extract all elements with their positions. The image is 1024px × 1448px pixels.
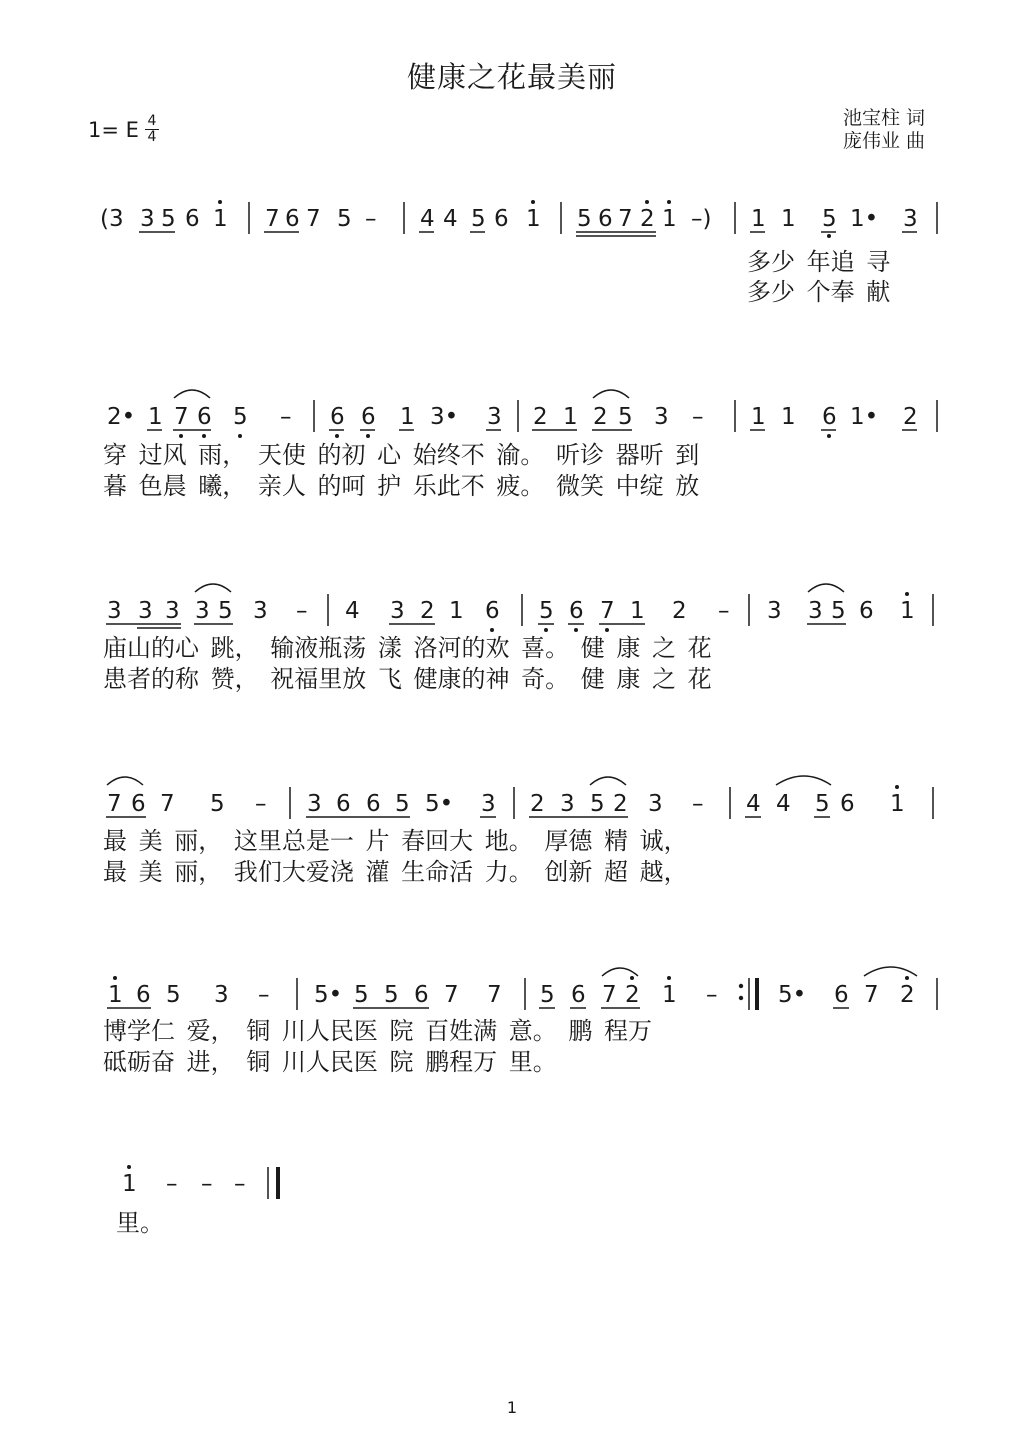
lyric-line: 里。 <box>116 1209 164 1237</box>
svg-text:5: 5 <box>471 206 486 232</box>
svg-text:7: 7 <box>600 598 615 624</box>
svg-text:4: 4 <box>345 598 360 624</box>
svg-text:3: 3 <box>107 598 122 624</box>
svg-text:5: 5 <box>166 982 181 1008</box>
lyric-line: 博学仁 爱， 铜 川人民医 院 百姓满 意。 鹏 程万 <box>103 1017 653 1045</box>
svg-text:6: 6 <box>840 791 855 817</box>
svg-text:1: 1 <box>122 1171 137 1197</box>
system-5-notation <box>0 974 1024 1014</box>
svg-text:5: 5 <box>618 404 633 430</box>
svg-text:–): –) <box>691 206 712 232</box>
lyric-line: 多少 个奉 献 <box>747 278 891 306</box>
svg-text:4: 4 <box>443 206 458 232</box>
svg-text:–: – <box>365 206 377 232</box>
system-6-notation <box>0 1163 1024 1203</box>
system-1-notation <box>0 198 1024 238</box>
system-2-notation <box>0 396 1024 436</box>
composer-credit: 庞伟业 曲 <box>843 130 926 152</box>
svg-text:1: 1 <box>781 206 796 232</box>
time-signature-bottom: 4 <box>147 129 157 145</box>
svg-text:1: 1 <box>751 404 766 430</box>
svg-text:–: – <box>258 982 270 1008</box>
svg-text:3: 3 <box>214 982 229 1008</box>
svg-text:2: 2 <box>672 598 687 624</box>
lyric-line: 多少 年追 寻 <box>747 248 891 276</box>
svg-text:3: 3 <box>253 598 268 624</box>
svg-text:1: 1 <box>400 404 415 430</box>
svg-text:5: 5 <box>539 598 554 624</box>
svg-text:–: – <box>255 791 267 817</box>
time-signature-top: 4 <box>147 113 157 129</box>
svg-text:5: 5 <box>384 982 399 1008</box>
svg-text:–: – <box>166 1171 178 1197</box>
svg-text:1: 1 <box>751 206 766 232</box>
svg-text:–: – <box>692 404 704 430</box>
lyric-line: 最 美 丽， 这里总是一 片 春回大 地。 厚德 精 诚， <box>103 827 688 855</box>
svg-text:1: 1 <box>890 791 905 817</box>
svg-text:6: 6 <box>834 982 849 1008</box>
svg-text:2: 2 <box>530 791 545 817</box>
svg-text:7: 7 <box>306 206 321 232</box>
lyric-line: 患者的称 赞， 祝福里放 飞 健康的神 奇。 健 康 之 花 <box>103 665 712 693</box>
svg-text:3: 3 <box>138 598 153 624</box>
svg-text:3: 3 <box>307 791 322 817</box>
svg-text:1: 1 <box>781 404 796 430</box>
svg-text:5•: 5• <box>314 982 343 1008</box>
svg-text:6: 6 <box>569 598 584 624</box>
svg-text:4: 4 <box>746 791 761 817</box>
svg-text:2: 2 <box>533 404 548 430</box>
svg-text:2: 2 <box>625 982 640 1008</box>
svg-text:–: – <box>718 598 730 624</box>
svg-text:7: 7 <box>265 206 280 232</box>
svg-text:5: 5 <box>822 206 837 232</box>
svg-text:7: 7 <box>618 206 633 232</box>
svg-text:6: 6 <box>494 206 509 232</box>
svg-text:2: 2 <box>640 206 655 232</box>
song-title: 健康之花最美丽 <box>406 60 617 94</box>
svg-text:7: 7 <box>174 404 189 430</box>
lyric-line: 穿 过风 雨， 天使 的初 心 始终不 渝。 听诊 器听 到 <box>103 441 700 469</box>
svg-text:5: 5 <box>540 982 555 1008</box>
svg-text:1: 1 <box>526 206 541 232</box>
svg-text:(3: (3 <box>100 206 124 232</box>
svg-text:1: 1 <box>900 598 915 624</box>
svg-text:7: 7 <box>602 982 617 1008</box>
svg-text:2: 2 <box>903 404 918 430</box>
svg-text:6: 6 <box>485 598 500 624</box>
svg-text:7: 7 <box>444 982 459 1008</box>
svg-text:6: 6 <box>571 982 586 1008</box>
svg-text:6: 6 <box>136 982 151 1008</box>
svg-text:5: 5 <box>831 598 846 624</box>
svg-text:5: 5 <box>354 982 369 1008</box>
svg-text:5: 5 <box>815 791 830 817</box>
lyric-line: 砥砺奋 进， 铜 川人民医 院 鹏程万 里。 <box>103 1048 557 1076</box>
system-4-notation <box>0 783 1024 823</box>
lyricist-credit: 池宝柱 词 <box>843 107 926 129</box>
svg-text:3: 3 <box>767 598 782 624</box>
svg-text:2: 2 <box>593 404 608 430</box>
svg-text:7: 7 <box>160 791 175 817</box>
svg-text:1•: 1• <box>850 404 879 430</box>
svg-text:1: 1 <box>563 404 578 430</box>
page-number: 1 <box>506 1398 518 1417</box>
svg-text:2: 2 <box>420 598 435 624</box>
svg-text:5: 5 <box>590 791 605 817</box>
svg-text:3: 3 <box>560 791 575 817</box>
svg-text:2•: 2• <box>107 404 136 430</box>
svg-text:6: 6 <box>185 206 200 232</box>
svg-text:5•: 5• <box>425 791 454 817</box>
system-3-verse-2 <box>0 664 1024 704</box>
svg-text:7: 7 <box>864 982 879 1008</box>
svg-text:2: 2 <box>613 791 628 817</box>
svg-text:7: 7 <box>487 982 502 1008</box>
svg-text:6: 6 <box>859 598 874 624</box>
time-signature <box>144 114 160 145</box>
svg-text:6: 6 <box>366 791 381 817</box>
svg-text:–: – <box>280 404 292 430</box>
svg-text:6: 6 <box>336 791 351 817</box>
lyric-line: 最 美 丽， 我们大爱浇 灌 生命活 力。 创新 超 越， <box>103 858 688 886</box>
svg-text:6: 6 <box>822 404 837 430</box>
svg-text:3: 3 <box>195 598 210 624</box>
system-5-verse-2 <box>0 1047 1024 1087</box>
system-6-verse-1 <box>0 1208 1024 1248</box>
svg-text:5•: 5• <box>778 982 807 1008</box>
lyric-line: 庙山的心 跳， 输液瓶荡 漾 洛河的欢 喜。 健 康 之 花 <box>103 634 712 662</box>
svg-text:3: 3 <box>808 598 823 624</box>
svg-text:1: 1 <box>662 206 677 232</box>
svg-text:1: 1 <box>449 598 464 624</box>
lyric-line: 暮 色晨 曦， 亲人 的呵 护 乐此不 疲。 微笑 中绽 放 <box>103 472 700 500</box>
svg-text:–: – <box>296 598 308 624</box>
key-signature: 1= E <box>88 118 139 142</box>
svg-text:6: 6 <box>197 404 212 430</box>
svg-text:–: – <box>692 791 704 817</box>
svg-text:1•: 1• <box>850 206 879 232</box>
svg-text:5: 5 <box>577 206 592 232</box>
svg-text:5: 5 <box>161 206 176 232</box>
svg-text:6: 6 <box>361 404 376 430</box>
svg-text:3: 3 <box>648 791 663 817</box>
svg-text:6: 6 <box>330 404 345 430</box>
system-4-verse-2 <box>0 857 1024 897</box>
svg-text:6: 6 <box>131 791 146 817</box>
svg-text:1: 1 <box>148 404 163 430</box>
svg-text:3: 3 <box>140 206 155 232</box>
svg-text:5: 5 <box>337 206 352 232</box>
svg-text:4: 4 <box>776 791 791 817</box>
svg-text:1: 1 <box>213 206 228 232</box>
svg-text:3: 3 <box>654 404 669 430</box>
system-2-verse-2 <box>0 471 1024 511</box>
svg-text:3: 3 <box>481 791 496 817</box>
svg-text:–: – <box>706 982 718 1008</box>
svg-text:5: 5 <box>210 791 225 817</box>
svg-text:4: 4 <box>420 206 435 232</box>
svg-text:3: 3 <box>390 598 405 624</box>
svg-text:3: 3 <box>903 206 918 232</box>
svg-text:5: 5 <box>395 791 410 817</box>
svg-text:–: – <box>234 1171 246 1197</box>
svg-text:3: 3 <box>165 598 180 624</box>
svg-text:6: 6 <box>598 206 613 232</box>
svg-text:6: 6 <box>285 206 300 232</box>
svg-text:7: 7 <box>107 791 122 817</box>
svg-text:1: 1 <box>108 982 123 1008</box>
svg-text:5: 5 <box>218 598 233 624</box>
system-3-notation <box>0 590 1024 630</box>
svg-text:2: 2 <box>900 982 915 1008</box>
svg-text:6: 6 <box>414 982 429 1008</box>
svg-text:1: 1 <box>630 598 645 624</box>
svg-text:3•: 3• <box>430 404 459 430</box>
svg-text:3: 3 <box>487 404 502 430</box>
svg-text:–: – <box>201 1171 213 1197</box>
svg-text:5: 5 <box>233 404 248 430</box>
system-1-verse-2 <box>0 277 1024 317</box>
svg-text:1: 1 <box>662 982 677 1008</box>
